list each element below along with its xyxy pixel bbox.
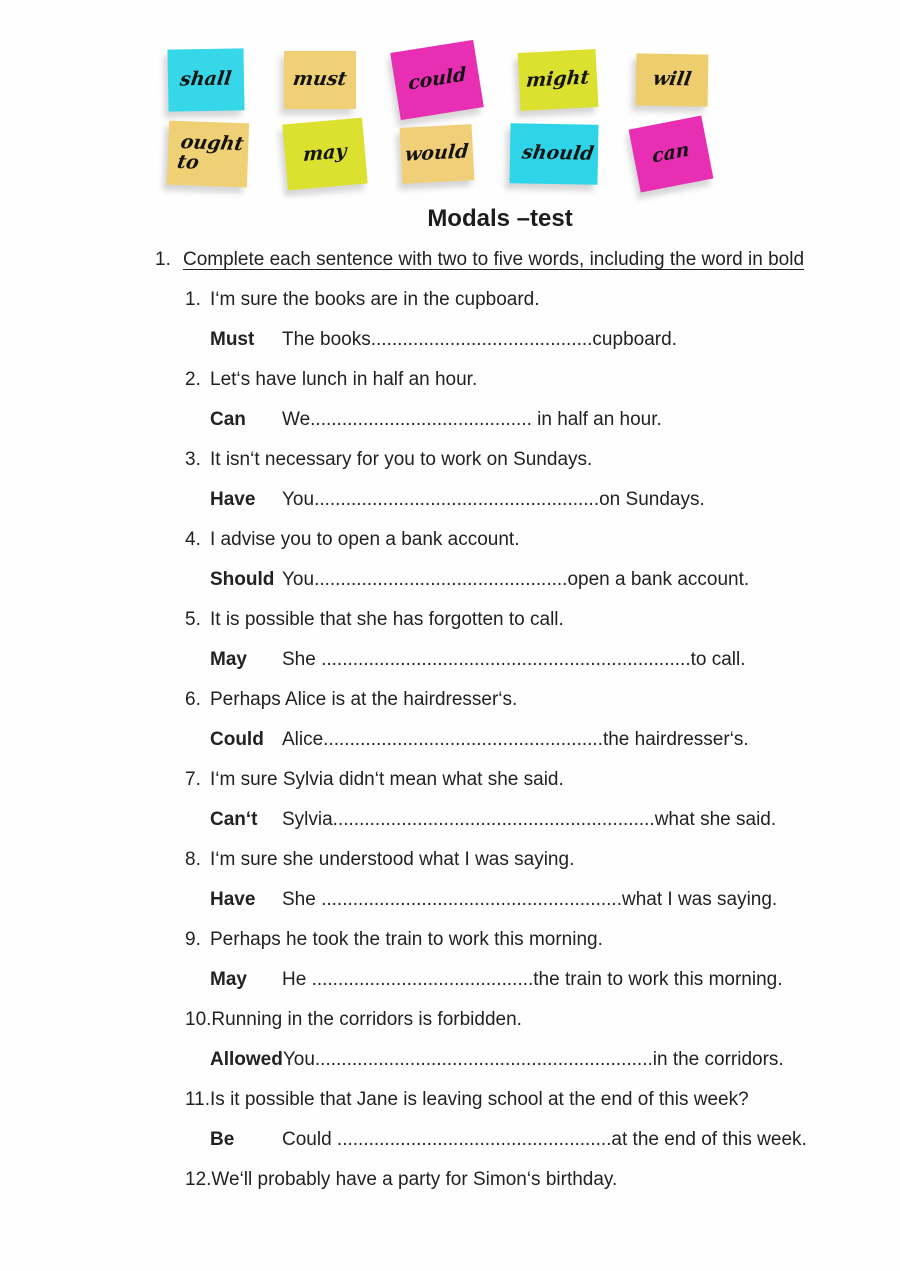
- modal-word: May: [210, 969, 247, 990]
- sticky-note-word: can: [651, 138, 691, 168]
- question-number: 1.: [185, 289, 201, 310]
- modal-word: Have: [210, 489, 256, 510]
- answer-line: [210, 567, 900, 593]
- question-block: [0, 927, 900, 993]
- modal-word: Could: [210, 729, 264, 750]
- question-sentence: It isn‘t necessary for you to work on Sundays.: [210, 449, 593, 470]
- answer-blank: We.......................................... in half an hour.: [282, 409, 662, 430]
- question-sentence: Perhaps he took the train to work this morning.: [210, 929, 603, 950]
- modal-word: Must: [210, 329, 255, 350]
- question-block: [0, 767, 900, 833]
- question-sentence: I‘m sure the books are in the cupboard.: [210, 289, 540, 310]
- question-sentence: Perhaps Alice is at the hairdresser‘s.: [210, 689, 518, 710]
- question-sentence-line: [185, 927, 900, 953]
- answer-blank: She .........................................................what I was saying.: [282, 889, 778, 910]
- sticky-note-word: shall: [179, 67, 234, 91]
- question-block: [0, 847, 900, 913]
- answer-blank: You......................................................on Sundays.: [282, 489, 705, 510]
- sticky-note-word: ought to: [175, 131, 246, 174]
- modal-word: Should: [210, 569, 275, 590]
- question-number: 2.: [185, 369, 201, 390]
- sticky-note-word: must: [291, 68, 348, 91]
- question-list: [0, 287, 900, 1193]
- question-sentence: Running in the corridors is forbidden.: [211, 1009, 522, 1030]
- question-sentence: I‘m sure Sylvia didn‘t mean what she said.: [210, 769, 564, 790]
- modal-word: Be: [210, 1129, 235, 1150]
- modal-word: May: [210, 649, 247, 670]
- answer-blank: You................................................................in the corridors.: [282, 1049, 784, 1070]
- question-sentence: Is it possible that Jane is leaving school at the end of this week?: [210, 1089, 749, 1110]
- modal-word: Can: [210, 409, 246, 430]
- answer-blank: She ......................................................................to call.: [282, 649, 746, 670]
- question-sentence: I advise you to open a bank account.: [210, 529, 520, 550]
- sticky-note: [509, 123, 598, 185]
- modal-verbs-sticky-notes-image: [168, 46, 708, 187]
- question-number: 9.: [185, 929, 201, 950]
- answer-line: [210, 647, 900, 673]
- instruction-line: [155, 247, 900, 273]
- sticky-note-word: would: [404, 140, 470, 166]
- answer-blank: Sylvia.............................................................what she said.: [282, 809, 777, 830]
- modal-word: Have: [210, 889, 256, 910]
- answer-blank: You................................................open a bank account.: [282, 569, 750, 590]
- sticky-note: [282, 118, 367, 191]
- page-title: Modals –test: [427, 205, 573, 232]
- question-sentence-line: [185, 687, 900, 713]
- sticky-note: [167, 48, 244, 111]
- question-block: [0, 607, 900, 673]
- question-block: [0, 1007, 900, 1073]
- answer-blank: He ..........................................the train to work this morning.: [282, 969, 783, 990]
- question-number: 11.: [185, 1089, 211, 1110]
- answer-line: [210, 327, 900, 353]
- answer-blank: Could ....................................................at the end of this week.: [282, 1129, 807, 1150]
- answer-line: [210, 887, 900, 913]
- question-number: 6.: [185, 689, 201, 710]
- question-number: 4.: [185, 529, 201, 550]
- question-number: 7.: [185, 769, 201, 790]
- answer-line: [210, 807, 900, 833]
- sticky-note: [167, 121, 249, 188]
- sticky-note-word: may: [302, 140, 347, 167]
- question-block: [0, 367, 900, 433]
- modal-word: Allowed: [210, 1049, 283, 1070]
- answer-line: [210, 727, 900, 753]
- question-block: [0, 527, 900, 593]
- question-sentence-line: [185, 847, 900, 873]
- sticky-note: [390, 40, 484, 120]
- modal-word: Can‘t: [210, 809, 258, 830]
- question-block: [0, 1087, 900, 1153]
- sticky-note-row-2: [168, 121, 708, 187]
- question-block: [0, 687, 900, 753]
- question-sentence-line: [185, 767, 900, 793]
- question-block: [0, 447, 900, 513]
- sticky-note-word: might: [525, 66, 591, 92]
- answer-blank: The books..........................................cupboard.: [282, 329, 677, 350]
- answer-line: [210, 1047, 900, 1073]
- question-block: [0, 287, 900, 353]
- question-sentence: It is possible that she has forgotten to call.: [210, 609, 564, 630]
- sticky-note-word: should: [519, 141, 595, 165]
- sticky-note-word: could: [407, 63, 467, 95]
- sticky-note: [284, 51, 356, 109]
- answer-line: [210, 407, 900, 433]
- question-sentence: Let‘s have lunch in half an hour.: [210, 369, 478, 390]
- question-sentence-line: [185, 1087, 900, 1113]
- question-sentence-line: [185, 1007, 900, 1033]
- question-number: 12.: [185, 1169, 212, 1190]
- sticky-note: [517, 49, 598, 111]
- sticky-note: [400, 124, 475, 184]
- question-number: 8.: [185, 849, 201, 870]
- question-sentence: We‘ll probably have a party for Simon‘s birthday.: [211, 1169, 618, 1190]
- question-number: 10.: [185, 1009, 212, 1030]
- sticky-note-row-1: [168, 46, 708, 114]
- answer-blank: Alice.....................................................the hairdresser‘s.: [282, 729, 749, 750]
- question-sentence-line: [185, 607, 900, 633]
- question-sentence-line: [185, 1167, 900, 1193]
- answer-line: [210, 967, 900, 993]
- answer-line: [210, 487, 900, 513]
- question-sentence-line: [185, 287, 900, 313]
- sticky-note-word: will: [651, 67, 693, 91]
- question-sentence-line: [185, 447, 900, 473]
- question-sentence: I‘m sure she understood what I was saying.: [210, 849, 575, 870]
- instruction-text: Complete each sentence with two to five words, including the word in bold: [183, 249, 805, 270]
- question-number: 3.: [185, 449, 201, 470]
- question-block: [0, 1167, 900, 1193]
- question-number: 5.: [185, 609, 201, 630]
- sticky-note: [629, 116, 714, 193]
- sticky-note: [636, 53, 709, 106]
- question-sentence-line: [185, 527, 900, 553]
- question-sentence-line: [185, 367, 900, 393]
- answer-line: [210, 1127, 900, 1153]
- instruction-number: 1.: [155, 249, 171, 270]
